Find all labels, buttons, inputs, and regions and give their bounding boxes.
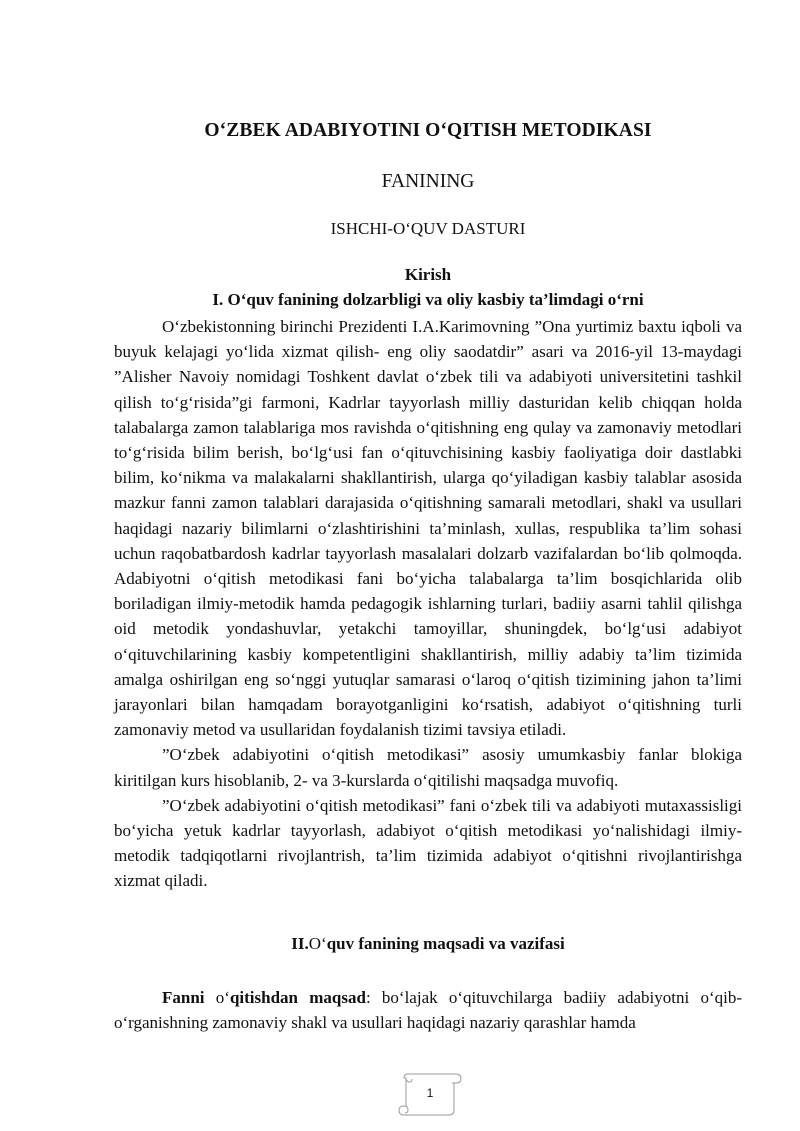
document-subtitle: FANINING [381,171,475,192]
document-title: O‘ZBEK ADABIYOTINI O‘QITISH METODIKASI [204,120,652,141]
goal-label-mid: o‘ [204,988,230,1007]
program-title: ISHCHI-O‘QUV DASTURI [330,219,526,238]
section1-body [114,314,742,894]
section2-heading-part: O‘ [308,934,327,953]
section2-heading-tail: quv fanining maqsadi va vazifasi [326,934,565,953]
page-number: 1 [426,1086,434,1100]
paragraph: ”O‘zbek adabiyotini o‘qitish metodikasi” fani o‘zbek tili va adabiyoti mutaxassisligi bo‘yicha yetuk kadrlar tayyorlash, adabiyot o‘qitish metodikasi yo‘nalishidagi ilmiy-metodik tadqiqotlarni rivojlantrish, ta’lim tizimida adabiyot o‘qitishni rivojlantirishga xizmat qiladi. [114,795,742,891]
intro-heading: Kirish [404,265,452,284]
paragraph: O‘zbekistonning birinchi Prezidenti I.A.Karimovning ”Ona yurtimiz baxtu iqboli va buyuk kelajagi yo‘lida xizmat qilish- eng oliy saodatdir” asari va 2016-yil 13-maydagi ”Alisher Navoiy nomidagi Toshkent davlat o‘zbek tili va adabiyoti universitetini tashkil qilish to‘g‘risida”gi farmoni, Kadrlar tayyorlash milliy dasturidan kelib chiqqan holda talabalarga zamon talablariga mos ravishda o‘qitishning eng qulay va zamonaviy metodlari to‘g‘risida bilim berish, bo‘lg‘usi fan o‘qituvchisining kasbiy faoliyatiga doir dastlabki bilim, ko‘nikma va malakalarni shakllantirish, ularga qo‘yiladigan kasbiy talablar asosida mazkur fanni zamon talablari darajasida o‘qitishning samarali metodlari, shakl va usullari haqidagi nazariy bilimlarni o‘zlashtirishini ta’minlash, xullas, respublika ta’lim sohasi uchun raqobatbardosh kadrlar tayyorlash masalalari dolzarb vazifalardan bo‘lib qolmoqda. Adabiyotni o‘qitish metodikasi fani bo‘yicha talabalarga ta’lim bosqichlarida olib boriladigan ilmiy-metodik hamda pedagogik ishlarning turlari, badiiy asarni tahlil qilishga oid metodik yondashuvlar, yetakchi tamoyillar, shuningdek, bo‘lg‘usi adabiyot o‘qituvchilarining kasbiy kompetentligini shakllantirish, milliy adabiy ta’lim tizimida amalga oshirilgan eng so‘nggi yutuqlar samarasi o‘laroq o‘qitish tizimining jahon ta’limi jarayonlari bilan hamqadam borayotganligini ko‘rsatish, adabiyot o‘qitishning turli zamonaviy metod va usullaridan foydalanish tizimi tavsiya etiladi. [114,317,742,740]
goal-label-part1: Fanni [162,988,205,1007]
goal-paragraph [114,985,742,1035]
section2-heading [114,934,742,954]
section2-number: II. [291,934,309,953]
section1-heading: I. O‘quv fanining dolzarbligi va oliy kasbiy ta’limdagi o‘rni [212,290,644,309]
section2-body [114,985,742,1035]
goal-label-part2: qitishdan maqsad [229,988,366,1007]
goal-text: : bo‘lajak o‘qituvchilarga badiiy adabiyotni o‘qib-o‘rganishning zamonaviy shakl va usullari haqidagi nazariy qarashlar hamda [114,988,742,1033]
page-number-scroll [394,1070,466,1120]
paragraph: ”O‘zbek adabiyotini o‘qitish metodikasi” asosiy umumkasbiy fanlar blokiga kiritilgan kurs hisoblanib, 2- va 3-kurslarda o‘qitilishi maqsadga muvofiq. [114,745,742,790]
